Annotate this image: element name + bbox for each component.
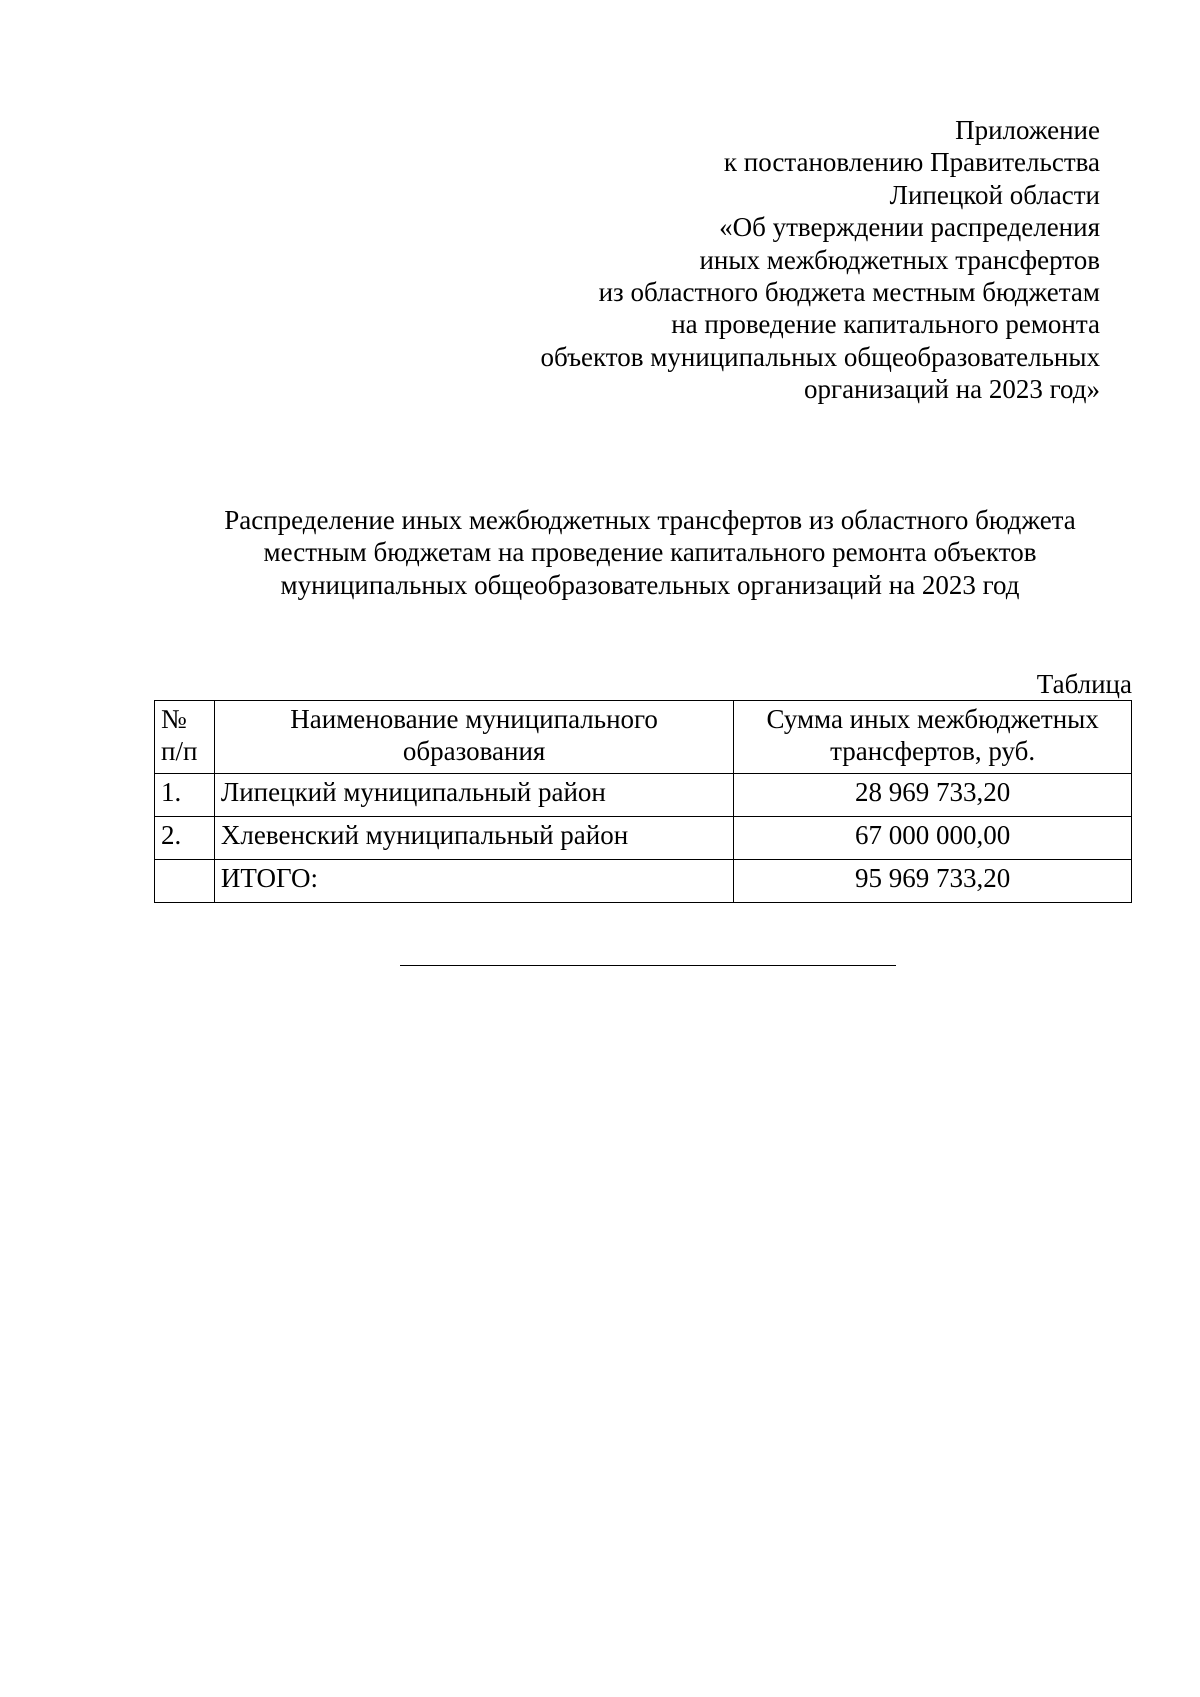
row-municipality: Хлевенский муниципальный район bbox=[214, 817, 733, 860]
table-caption: Таблица bbox=[1036, 669, 1132, 699]
total-label: ИТОГО: bbox=[214, 860, 733, 903]
table-header-row bbox=[155, 701, 1132, 774]
row-number: 2. bbox=[155, 817, 215, 860]
appendix-line: «Об утверждении распределения bbox=[719, 212, 1100, 243]
appendix-line: Приложение bbox=[955, 115, 1100, 145]
document-title bbox=[150, 504, 1150, 601]
header-number bbox=[155, 701, 215, 774]
appendix-line: на проведение капитального ремонта bbox=[671, 309, 1100, 340]
row-municipality: Липецкий муниципальный район bbox=[214, 774, 733, 817]
header-municipality-line: образования bbox=[402, 736, 546, 766]
appendix-line: иных межбюджетных трансфертов bbox=[699, 244, 1100, 275]
row-amount: 28 969 733,20 bbox=[734, 774, 1132, 817]
appendix-line: из областного бюджета местным бюджетам bbox=[598, 277, 1100, 308]
appendix-line: организаций на 2023 год» bbox=[804, 374, 1100, 405]
header-amount-line: Сумма иных межбюджетных bbox=[766, 704, 1099, 734]
title-line: муниципальных общеобразовательных организаций на 2023 год bbox=[280, 569, 1020, 600]
header-amount bbox=[734, 701, 1132, 774]
total-amount: 95 969 733,20 bbox=[734, 860, 1132, 903]
title-line: местным бюджетам на проведение капитального ремонта объектов bbox=[263, 537, 1037, 568]
header-municipality bbox=[214, 701, 733, 774]
header-number-line: № bbox=[161, 704, 187, 734]
header-municipality-line: Наименование муниципального bbox=[290, 704, 658, 734]
table-row bbox=[155, 774, 1132, 817]
row-amount: 67 000 000,00 bbox=[734, 817, 1132, 860]
table-total-row bbox=[155, 860, 1132, 903]
transfers-table bbox=[154, 700, 1132, 903]
row-number bbox=[155, 860, 215, 903]
appendix-line: объектов муниципальных общеобразовательных bbox=[540, 341, 1100, 372]
table-row bbox=[155, 817, 1132, 860]
title-line: Распределение иных межбюджетных трансфертов из областного бюджета bbox=[224, 505, 1076, 535]
header-amount-line: трансфертов, руб. bbox=[830, 736, 1036, 766]
appendix-line: к постановлению Правительства bbox=[723, 147, 1100, 178]
appendix-header bbox=[460, 114, 1100, 406]
end-divider bbox=[400, 965, 896, 966]
header-number-line: п/п bbox=[161, 736, 198, 766]
row-number: 1. bbox=[155, 774, 215, 817]
appendix-line: Липецкой области bbox=[889, 179, 1100, 210]
